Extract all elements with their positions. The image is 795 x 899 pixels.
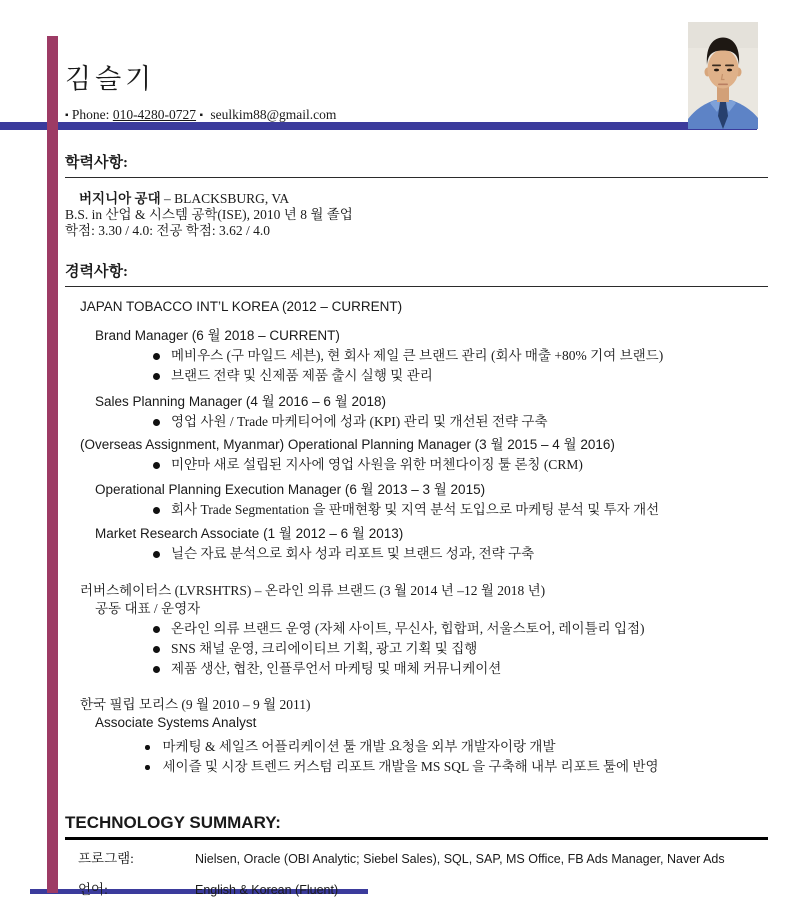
list-item [65, 641, 768, 657]
candidate-name: 김슬기 [65, 64, 156, 94]
bullet-icon [153, 626, 160, 633]
education-gpa-line: 학점: 3.30 / 4.0: 전공 학점: 3.62 / 4.0 [65, 223, 270, 238]
table-row [65, 882, 768, 898]
bullet-icon [153, 419, 160, 426]
resume-content [65, 62, 768, 898]
bullet-text: 메비우스 (구 마일드 세븐), 현 회사 제일 큰 브랜드 관리 (회사 매출 +80% 기여 브랜드) [171, 348, 664, 363]
bullet-text: 마케팅 & 세일즈 어플리케이션 툴 개발 요청을 외부 개발자이랑 개발 [162, 739, 556, 754]
role-title-co-ceo: 공동 대표 / 운영자 [95, 601, 201, 616]
bullet-icon [153, 373, 160, 380]
bullet-text: 제품 생산, 협찬, 인플루언서 마케팅 및 매체 커뮤니케이션 [171, 661, 502, 676]
phone-number[interactable]: 010-4280-0727 [112, 107, 197, 122]
experience-heading: 경력사항: [65, 263, 768, 287]
list-item [65, 546, 768, 562]
email-address[interactable]: seulkim88@gmail.com [210, 107, 337, 122]
bullet-text: 세이즐 및 시장 트렌드 커스텀 리포트 개발을 MS SQL 을 구축해 내부 리포트 툴에 반영 [162, 759, 659, 774]
school-location: – BLACKSBURG, VA [164, 191, 290, 206]
square-bullet-icon: ▪ [65, 110, 69, 121]
role-title-op-planning: Operational Planning Execution Manager (6 월 2013 – 3 월 2015) [95, 482, 486, 497]
role-title-systems-analyst: Associate Systems Analyst [95, 715, 257, 730]
contact-line [65, 106, 768, 124]
bullet-icon [145, 765, 150, 770]
accent-bar-vertical [47, 36, 58, 893]
bullet-text: SNS 채널 운영, 크리에이티브 기획, 광고 기획 및 집행 [171, 641, 478, 656]
list-item [65, 759, 768, 775]
role-title-overseas: (Overseas Assignment, Myanmar) Operational Planning Manager (3 월 2015 – 4 월 2016) [80, 437, 615, 452]
list-item [65, 457, 768, 473]
education-heading: 학력사항: [65, 154, 768, 178]
bullet-icon [153, 646, 160, 653]
languages-label: 언어: [78, 882, 108, 897]
languages-value: English & Korean (Fluent) [195, 883, 339, 897]
table-row [65, 851, 768, 867]
programs-label: 프로그램: [78, 851, 134, 866]
list-item [65, 661, 768, 677]
bullet-text: 온라인 의류 브랜드 운영 (자체 사이트, 무신사, 힙합퍼, 서울스토어, 레이틀리 입점) [171, 621, 645, 636]
bullet-text: 브랜드 전략 및 신제품 제품 출시 실행 및 관리 [171, 368, 433, 383]
bullet-text: 닐슨 자료 분석으로 회사 성과 리포트 및 브랜드 성과, 전략 구축 [171, 546, 535, 561]
company-philip-morris: 한국 필립 모리스 (9 월 2010 – 9 월 2011) [80, 697, 311, 712]
programs-value: Nielsen, Oracle (OBI Analytic; Siebel Sales), SQL, SAP, MS Office, FB Ads Manager, Naver Ads [195, 852, 725, 866]
bullet-text: 미얀마 새로 설립된 지사에 영업 사원을 위한 머첸다이징 툴 론칭 (CRM) [171, 457, 583, 472]
company-jti: JAPAN TOBACCO INT’L KOREA (2012 – CURRENT) [80, 299, 403, 314]
bullet-icon [153, 507, 160, 514]
list-item [65, 739, 768, 755]
education-school-line [65, 191, 768, 207]
bullet-text: 영업 사원 / Trade 마케티어에 성과 (KPI) 관리 및 개선된 전략 구축 [171, 414, 548, 429]
bullet-icon [153, 551, 160, 558]
bullet-icon [153, 666, 160, 673]
list-item [65, 502, 768, 518]
technology-heading: TECHNOLOGY SUMMARY: [65, 813, 768, 840]
bullet-icon [145, 745, 150, 750]
school-name: 버지니아 공대 [79, 191, 161, 206]
list-item [65, 348, 768, 364]
list-item [65, 368, 768, 384]
list-item [65, 621, 768, 637]
bullet-text: 회사 Trade Segmentation 을 판매현황 및 지역 분석 도입으로 마케팅 분석 및 투자 개선 [171, 502, 660, 517]
phone-label: Phone: [71, 107, 110, 122]
list-item [65, 414, 768, 430]
role-title-brand-manager: Brand Manager (6 월 2018 – CURRENT) [95, 328, 340, 343]
role-title-sales-planning: Sales Planning Manager (4 월 2016 – 6 월 2018) [95, 394, 387, 409]
bullet-icon [153, 353, 160, 360]
company-lvrshtrs: 러버스헤이터스 (LVRSHTRS) – 온라인 의류 브랜드 (3 월 2014 년 –12 월 2018 년) [80, 583, 546, 598]
bullet-icon [153, 462, 160, 469]
square-bullet-icon: ▪ [199, 110, 203, 121]
role-title-market-research: Market Research Associate (1 월 2012 – 6 월 2013) [95, 526, 404, 541]
education-degree-line: B.S. in 산업 & 시스템 공학(ISE), 2010 년 8 월 졸업 [65, 207, 353, 222]
